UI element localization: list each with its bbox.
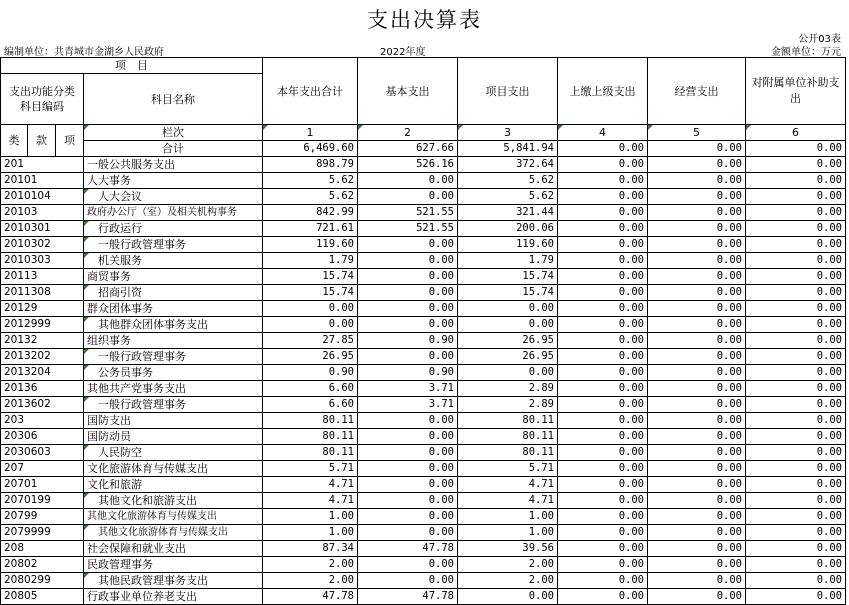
- amount-cell: 0.00: [648, 285, 746, 301]
- amount-cell: 0.00: [558, 525, 648, 541]
- amount-cell: 0.00: [746, 237, 846, 253]
- amount-cell: 0.00: [746, 397, 846, 413]
- amount-cell: 0.00: [746, 381, 846, 397]
- amount-cell: 0.00: [558, 461, 648, 477]
- amount-cell: 15.74: [263, 285, 358, 301]
- subject-name-cell: 社会保障和就业支出: [84, 541, 263, 557]
- amount-cell: 0.00: [558, 253, 648, 269]
- amount-cell: 0.00: [558, 557, 648, 573]
- amount-cell: 0.00: [558, 333, 648, 349]
- amount-cell: 0.00: [558, 317, 648, 333]
- function-code-cell: 201: [1, 157, 84, 173]
- table-row: [1, 237, 846, 253]
- amount-cell: 0.00: [358, 477, 458, 493]
- amount-cell: 372.64: [458, 157, 558, 173]
- amount-cell: 321.44: [458, 205, 558, 221]
- amount-cell: 0.00: [458, 317, 558, 333]
- subject-name-cell: 文化和旅游: [84, 477, 263, 493]
- column-number-3: 3: [458, 125, 558, 141]
- amount-cell: 1.00: [263, 509, 358, 525]
- amount-cell: 5.62: [458, 173, 558, 189]
- subject-name-cell: 其他文化和旅游支出: [84, 493, 263, 509]
- amount-cell: 2.00: [458, 557, 558, 573]
- table-row: [1, 349, 846, 365]
- function-code-cell: 2012999: [1, 317, 84, 333]
- function-code-cell: 2013602: [1, 397, 84, 413]
- subject-name-cell: 一般行政管理事务: [84, 349, 263, 365]
- amount-cell: 4.71: [458, 493, 558, 509]
- table-row: [1, 317, 846, 333]
- amount-cell: 5.71: [263, 461, 358, 477]
- amount-cell: 0.00: [648, 493, 746, 509]
- amount-cell: 15.74: [458, 285, 558, 301]
- header-func-code: 支出功能分类科目编码: [1, 74, 84, 125]
- subject-name-cell: 民政管理事务: [84, 557, 263, 573]
- subject-name-cell: 公务员事务: [84, 365, 263, 381]
- amount-cell: 0.00: [358, 413, 458, 429]
- amount-cell: 0.00: [458, 365, 558, 381]
- amount-cell: 47.78: [358, 541, 458, 557]
- table-row: [1, 589, 846, 605]
- amount-cell: 0.00: [648, 221, 746, 237]
- amount-cell: 0.00: [358, 429, 458, 445]
- function-code-cell: 20103: [1, 205, 84, 221]
- amount-cell: 0.00: [558, 301, 648, 317]
- function-code-cell: 208: [1, 541, 84, 557]
- amount-cell: 0.00: [263, 317, 358, 333]
- amount-cell: 526.16: [358, 157, 458, 173]
- amount-cell: 0.00: [746, 525, 846, 541]
- amount-cell: 5.62: [458, 189, 558, 205]
- table-row: [1, 477, 846, 493]
- amount-cell: 0.00: [746, 589, 846, 605]
- amount-cell: 0.00: [746, 477, 846, 493]
- subject-name-cell: 行政事业单位养老支出: [84, 589, 263, 605]
- amount-cell: 0.00: [558, 189, 648, 205]
- amount-cell: 0.00: [746, 173, 846, 189]
- amount-cell: 0.00: [263, 301, 358, 317]
- header-basic: 基本支出: [358, 58, 458, 125]
- function-code-cell: 20799: [1, 509, 84, 525]
- amount-cell: 0.00: [558, 205, 648, 221]
- report-meta-row: [0, 43, 849, 57]
- amount-cell: 0.00: [648, 205, 746, 221]
- function-code-cell: 20802: [1, 557, 84, 573]
- amount-cell: 0.00: [746, 429, 846, 445]
- amount-cell: 0.00: [558, 349, 648, 365]
- column-number-5: 5: [648, 125, 746, 141]
- amount-cell: 0.00: [648, 317, 746, 333]
- table-row: [1, 413, 846, 429]
- amount-cell: 0.00: [746, 541, 846, 557]
- column-number-1: 1: [263, 125, 358, 141]
- amount-cell: 0.00: [746, 461, 846, 477]
- amount-cell: 2.00: [263, 557, 358, 573]
- amount-cell: 0.00: [648, 253, 746, 269]
- subject-name-cell: 其他文化旅游体育与传媒支出: [84, 525, 263, 541]
- amount-cell: 0.00: [746, 509, 846, 525]
- function-code-cell: 20136: [1, 381, 84, 397]
- amount-cell: 5.62: [263, 173, 358, 189]
- subject-name-cell: 行政运行: [84, 221, 263, 237]
- amount-cell: 0.00: [358, 525, 458, 541]
- amount-cell: 6.60: [263, 381, 358, 397]
- amount-cell: 0.00: [358, 349, 458, 365]
- amount-cell: 0.00: [648, 189, 746, 205]
- amount-cell: 721.61: [263, 221, 358, 237]
- amount-cell: 0.00: [558, 173, 648, 189]
- compiling-unit: 编制单位：共青城市金湖乡人民政府: [4, 47, 164, 58]
- amount-cell: 0.00: [358, 573, 458, 589]
- function-code-cell: 2070199: [1, 493, 84, 509]
- table-row: [1, 381, 846, 397]
- totals-row: [1, 141, 846, 157]
- amount-cell: 0.00: [746, 557, 846, 573]
- function-code-cell: 203: [1, 413, 84, 429]
- table-row: [1, 189, 846, 205]
- amount-cell: 898.79: [263, 157, 358, 173]
- amount-cell: 1.00: [458, 525, 558, 541]
- amount-cell: 0.00: [746, 365, 846, 381]
- subject-name-cell: 其他群众团体事务支出: [84, 317, 263, 333]
- amount-cell: 0.00: [648, 573, 746, 589]
- amount-cell: 0.00: [558, 285, 648, 301]
- subject-name-cell: 机关服务: [84, 253, 263, 269]
- amount-cell: 119.60: [458, 237, 558, 253]
- subject-name-cell: 政府办公厅（室）及相关机构事务: [84, 205, 263, 221]
- expenditure-table: [0, 57, 846, 605]
- table-row: [1, 157, 846, 173]
- amount-cell: 26.95: [263, 349, 358, 365]
- amount-cell: 0.00: [648, 557, 746, 573]
- function-code-cell: 2030603: [1, 445, 84, 461]
- amount-cell: 0.00: [558, 573, 648, 589]
- amount-cell: 0.00: [558, 269, 648, 285]
- function-code-cell: 20306: [1, 429, 84, 445]
- function-code-cell: 20129: [1, 301, 84, 317]
- table-row: [1, 429, 846, 445]
- amount-cell: 0.00: [648, 477, 746, 493]
- amount-cell: 0.00: [358, 509, 458, 525]
- amount-cell: 0.00: [648, 461, 746, 477]
- subject-name-cell: 群众团体事务: [84, 301, 263, 317]
- amount-cell: 0.00: [648, 381, 746, 397]
- table-row: [1, 285, 846, 301]
- amount-cell: 0.00: [746, 445, 846, 461]
- header-heji: 合计: [84, 141, 263, 157]
- amount-cell: 0.00: [746, 253, 846, 269]
- amount-cell: 0.00: [358, 173, 458, 189]
- amount-cell: 0.00: [558, 477, 648, 493]
- amount-cell: 0.00: [648, 349, 746, 365]
- function-code-cell: 2013202: [1, 349, 84, 365]
- amount-cell: 4.71: [263, 477, 358, 493]
- amount-cell: 2.89: [458, 381, 558, 397]
- amount-cell: 0.00: [746, 189, 846, 205]
- amount-cell: 0.00: [648, 157, 746, 173]
- amount-cell: 0.00: [458, 589, 558, 605]
- amount-cell: 0.00: [558, 365, 648, 381]
- total-cell: 5,841.94: [458, 141, 558, 157]
- amount-cell: 0.00: [648, 589, 746, 605]
- amount-cell: 0.00: [648, 445, 746, 461]
- report-year: 2022年度: [380, 47, 426, 58]
- amount-cell: 0.00: [746, 573, 846, 589]
- amount-cell: 80.11: [458, 429, 558, 445]
- header-project: 项目支出: [458, 58, 558, 125]
- amount-cell: 0.00: [746, 205, 846, 221]
- header-xiang: 项: [56, 125, 84, 157]
- column-number-6: 6: [746, 125, 846, 141]
- report-title: 支出决算表: [367, 8, 482, 32]
- amount-cell: 0.00: [358, 285, 458, 301]
- amount-cell: 0.00: [558, 509, 648, 525]
- header-kuan: 款: [28, 125, 56, 157]
- header-lanci: 栏次: [84, 125, 263, 141]
- subject-name-cell: 国防动员: [84, 429, 263, 445]
- amount-cell: 0.00: [358, 237, 458, 253]
- amount-unit: 金额单位：万元: [771, 47, 841, 58]
- subject-name-cell: 一般公共服务支出: [84, 157, 263, 173]
- amount-cell: 200.06: [458, 221, 558, 237]
- amount-cell: 0.00: [746, 413, 846, 429]
- table-row: [1, 525, 846, 541]
- table-row: [1, 205, 846, 221]
- table-row: [1, 493, 846, 509]
- amount-cell: 0.00: [648, 269, 746, 285]
- amount-cell: 1.79: [263, 253, 358, 269]
- header-subject-name: 科目名称: [84, 74, 263, 125]
- total-cell: 0.00: [648, 141, 746, 157]
- amount-cell: 0.90: [358, 333, 458, 349]
- header-row-4: [1, 125, 846, 141]
- table-row: [1, 365, 846, 381]
- table-row: [1, 445, 846, 461]
- amount-cell: 0.00: [746, 269, 846, 285]
- amount-cell: 80.11: [263, 413, 358, 429]
- header-subsidy: 对附属单位补助支出: [746, 58, 846, 125]
- table-row: [1, 301, 846, 317]
- amount-cell: 0.00: [648, 525, 746, 541]
- subject-name-cell: 一般行政管理事务: [84, 237, 263, 253]
- amount-cell: 15.74: [263, 269, 358, 285]
- amount-cell: 15.74: [458, 269, 558, 285]
- function-code-cell: 2080299: [1, 573, 84, 589]
- amount-cell: 0.00: [558, 397, 648, 413]
- subject-name-cell: 人民防空: [84, 445, 263, 461]
- header-item: 项 目: [1, 58, 263, 74]
- amount-cell: 2.00: [458, 573, 558, 589]
- function-code-cell: 2010104: [1, 189, 84, 205]
- amount-cell: 0.00: [746, 221, 846, 237]
- amount-cell: 0.00: [358, 445, 458, 461]
- amount-cell: 26.95: [458, 333, 558, 349]
- column-number-4: 4: [558, 125, 648, 141]
- amount-cell: 0.00: [558, 445, 648, 461]
- subject-name-cell: 文化旅游体育与传媒支出: [84, 461, 263, 477]
- function-code-cell: 2013204: [1, 365, 84, 381]
- amount-cell: 0.00: [558, 493, 648, 509]
- header-business: 经营支出: [648, 58, 746, 125]
- amount-cell: 3.71: [358, 381, 458, 397]
- amount-cell: 5.71: [458, 461, 558, 477]
- amount-cell: 26.95: [458, 349, 558, 365]
- function-code-cell: 20701: [1, 477, 84, 493]
- amount-cell: 39.56: [458, 541, 558, 557]
- amount-cell: 0.00: [358, 493, 458, 509]
- amount-cell: 0.00: [358, 557, 458, 573]
- function-code-cell: 20113: [1, 269, 84, 285]
- amount-cell: 0.90: [358, 365, 458, 381]
- amount-cell: 521.55: [358, 205, 458, 221]
- amount-cell: 0.00: [648, 397, 746, 413]
- amount-cell: 0.00: [458, 301, 558, 317]
- amount-cell: 0.00: [648, 365, 746, 381]
- document-number: 公开03表: [798, 34, 841, 45]
- amount-cell: 27.85: [263, 333, 358, 349]
- amount-cell: 2.00: [263, 573, 358, 589]
- table-row: [1, 509, 846, 525]
- subject-name-cell: 人大事务: [84, 173, 263, 189]
- amount-cell: 47.78: [263, 589, 358, 605]
- function-code-cell: 2079999: [1, 525, 84, 541]
- amount-cell: 4.71: [458, 477, 558, 493]
- subject-name-cell: 商贸事务: [84, 269, 263, 285]
- amount-cell: 0.00: [358, 461, 458, 477]
- amount-cell: 0.00: [648, 413, 746, 429]
- subject-name-cell: 其他文化旅游体育与传媒支出: [84, 509, 263, 525]
- amount-cell: 80.11: [263, 429, 358, 445]
- function-code-cell: 2010301: [1, 221, 84, 237]
- function-code-cell: 2010302: [1, 237, 84, 253]
- amount-cell: 87.34: [263, 541, 358, 557]
- amount-cell: 521.55: [358, 221, 458, 237]
- amount-cell: 4.71: [263, 493, 358, 509]
- table-row: [1, 557, 846, 573]
- table-row: [1, 221, 846, 237]
- amount-cell: 0.00: [558, 589, 648, 605]
- amount-cell: 2.89: [458, 397, 558, 413]
- amount-cell: 0.00: [746, 333, 846, 349]
- table-row: [1, 541, 846, 557]
- total-cell: 0.00: [746, 141, 846, 157]
- amount-cell: 6.60: [263, 397, 358, 413]
- subject-name-cell: 一般行政管理事务: [84, 397, 263, 413]
- function-code-cell: 20132: [1, 333, 84, 349]
- total-cell: 0.00: [558, 141, 648, 157]
- amount-cell: 0.00: [558, 413, 648, 429]
- amount-cell: 0.00: [558, 429, 648, 445]
- column-number-2: 2: [358, 125, 458, 141]
- header-total: 本年支出合计: [263, 58, 358, 125]
- total-cell: 627.66: [358, 141, 458, 157]
- amount-cell: 3.71: [358, 397, 458, 413]
- amount-cell: 0.00: [558, 541, 648, 557]
- amount-cell: 0.00: [358, 253, 458, 269]
- amount-cell: 0.00: [746, 301, 846, 317]
- function-code-cell: 20805: [1, 589, 84, 605]
- amount-cell: 0.00: [558, 237, 648, 253]
- amount-cell: 0.00: [358, 301, 458, 317]
- table-row: [1, 573, 846, 589]
- subject-name-cell: 其他民政管理事务支出: [84, 573, 263, 589]
- subject-name-cell: 招商引资: [84, 285, 263, 301]
- table-row: [1, 461, 846, 477]
- amount-cell: 5.62: [263, 189, 358, 205]
- header-lei: 类: [1, 125, 28, 157]
- amount-cell: 47.78: [358, 589, 458, 605]
- header-row-1: [1, 58, 846, 74]
- amount-cell: 0.00: [746, 493, 846, 509]
- amount-cell: 1.79: [458, 253, 558, 269]
- amount-cell: 0.00: [648, 333, 746, 349]
- amount-cell: 0.00: [558, 221, 648, 237]
- function-code-cell: 20101: [1, 173, 84, 189]
- amount-cell: 0.00: [648, 509, 746, 525]
- amount-cell: 80.11: [263, 445, 358, 461]
- subject-name-cell: 国防支出: [84, 413, 263, 429]
- subject-name-cell: 组织事务: [84, 333, 263, 349]
- subject-name-cell: 其他共产党事务支出: [84, 381, 263, 397]
- amount-cell: 1.00: [263, 525, 358, 541]
- table-row: [1, 333, 846, 349]
- amount-cell: 0.00: [648, 301, 746, 317]
- table-row: [1, 253, 846, 269]
- table-row: [1, 173, 846, 189]
- function-code-cell: 207: [1, 461, 84, 477]
- amount-cell: 0.90: [263, 365, 358, 381]
- amount-cell: 842.99: [263, 205, 358, 221]
- total-cell: 6,469.60: [263, 141, 358, 157]
- amount-cell: 0.00: [558, 381, 648, 397]
- amount-cell: 119.60: [263, 237, 358, 253]
- amount-cell: 0.00: [358, 189, 458, 205]
- amount-cell: 0.00: [358, 269, 458, 285]
- amount-cell: 0.00: [746, 157, 846, 173]
- amount-cell: 0.00: [648, 173, 746, 189]
- amount-cell: 0.00: [746, 317, 846, 333]
- amount-cell: 0.00: [358, 317, 458, 333]
- table-row: [1, 397, 846, 413]
- amount-cell: 0.00: [648, 541, 746, 557]
- subject-name-cell: 人大会议: [84, 189, 263, 205]
- amount-cell: 0.00: [648, 429, 746, 445]
- function-code-cell: 2010303: [1, 253, 84, 269]
- amount-cell: 80.11: [458, 445, 558, 461]
- amount-cell: 1.00: [458, 509, 558, 525]
- table-row: [1, 269, 846, 285]
- function-code-cell: 2011308: [1, 285, 84, 301]
- amount-cell: 0.00: [558, 157, 648, 173]
- amount-cell: 0.00: [648, 237, 746, 253]
- amount-cell: 0.00: [746, 349, 846, 365]
- amount-cell: 0.00: [746, 285, 846, 301]
- amount-cell: 80.11: [458, 413, 558, 429]
- header-upper: 上缴上级支出: [558, 58, 648, 125]
